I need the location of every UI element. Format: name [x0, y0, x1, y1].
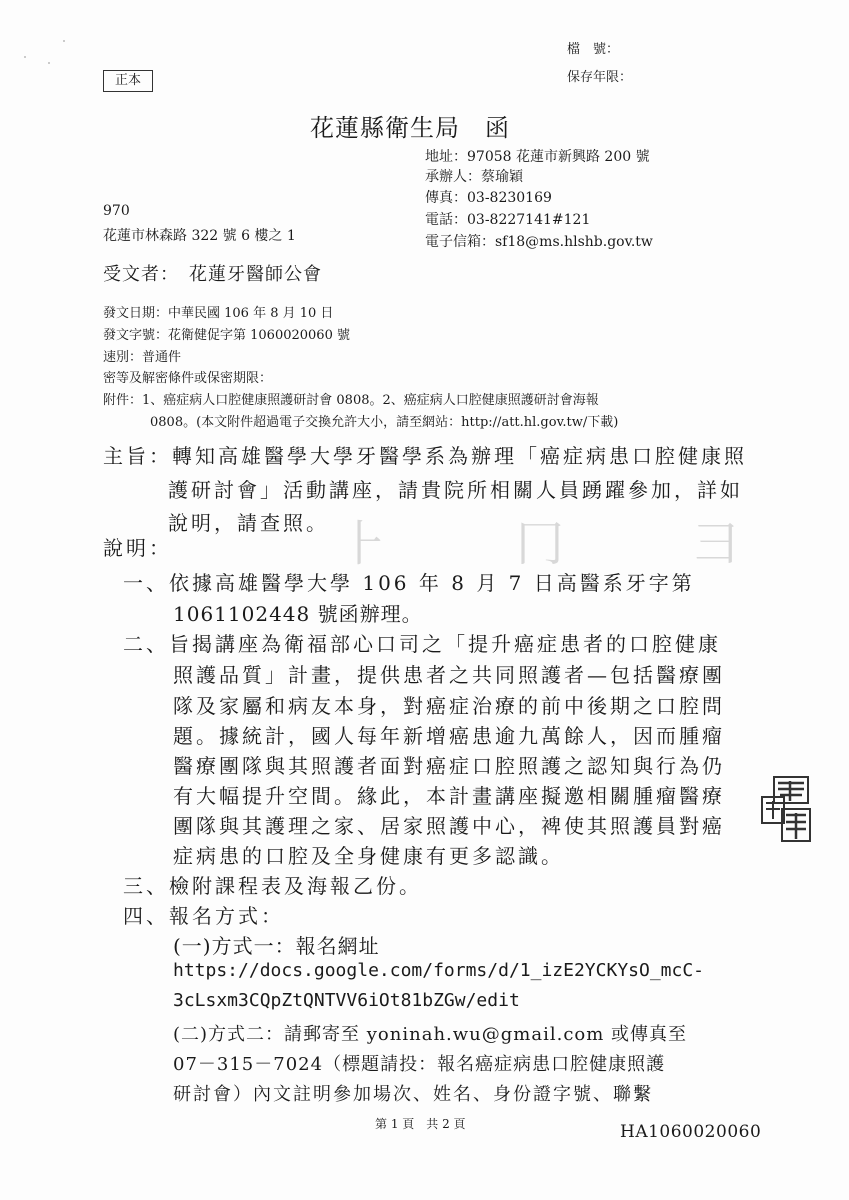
- delivery-speed: 速別：普通件: [103, 350, 182, 365]
- document-title: 花蓮縣衛生局 函: [310, 114, 510, 142]
- seal-stamp-icon: [760, 775, 812, 845]
- scan-speck: [63, 40, 65, 42]
- sender-contact: 承辦人：蔡瑜穎: [425, 169, 523, 185]
- item-2-line-1: 二、旨揭講座為衛福部心口司之「提升癌症患者的口腔健康: [123, 632, 721, 656]
- method-1-label: (一)方式一：報名網址: [173, 934, 380, 958]
- secrecy-level: 密等及解密條件或保密期限：: [103, 371, 273, 386]
- item-1-line-1: 一、依據高雄醫學大學 106 年 8 月 7 日高醫系牙字第: [123, 571, 695, 595]
- scan-speck: [48, 62, 50, 64]
- attachments-line-1: 附件：1、癌症病人口腔健康照護研討會 0808。2、癌症病人口腔健康照護研討會海報: [103, 393, 599, 408]
- attachments-line-2: 0808。(本文附件超過電子交換允許大小，請至網站：http://att.hl.gov.tw/下載): [150, 415, 619, 430]
- bleed-through-stamp: ⺊ ⼌ ⺕: [340, 516, 781, 572]
- item-1-line-2: 1061102448 號函辦理。: [173, 602, 423, 626]
- page-number: 第 1 頁 共 2 頁: [375, 1117, 466, 1131]
- item-3: 三、檢附課程表及海報乙份。: [123, 874, 422, 898]
- item-2-line-8: 症病患的口腔及全身健康有更多認識。: [173, 844, 564, 868]
- item-2-line-7: 團隊與其護理之家、居家照護中心，裨使其照護員對癌: [173, 814, 725, 838]
- scan-speck: [24, 56, 26, 58]
- item-2-line-4: 題。據統計，國人每年新增癌患逾九萬餘人，因而腫瘤: [173, 724, 725, 748]
- sender-email: 電子信箱：sf18@ms.hlshb.gov.tw: [425, 234, 653, 250]
- item-2-line-6: 有大幅提升空間。緣此，本計畫講座擬邀相關腫瘤醫療: [173, 784, 725, 808]
- item-2-line-3: 隊及家屬和病友本身，對癌症治療的前中後期之口腔問: [173, 694, 725, 718]
- document-code: HA1060020060: [620, 1122, 762, 1142]
- method-2-line-2: 07－315－7024（標題請投：報名癌症病患口腔健康照護: [173, 1054, 666, 1075]
- item-2-line-5: 醫療團隊與其照護者面對癌症口腔照護之認知與行為仍: [173, 754, 725, 778]
- sender-address: 地址：97058 花蓮市新興路 200 號: [425, 149, 650, 165]
- retention-period-label: 保存年限：: [567, 70, 633, 85]
- explanation-label: 說明：: [103, 536, 172, 560]
- original-copy-badge: 正本: [103, 70, 153, 92]
- method-1-url-line-2: 3cLsxm3CQpZtQNTVV6iOt81bZGw/edit: [173, 990, 520, 1011]
- issue-date: 發文日期：中華民國 106 年 8 月 10 日: [103, 306, 334, 321]
- method-2-line-3: 研討會）內文註明參加場次、姓名、身份證字號、聯繫: [173, 1084, 653, 1105]
- subject-line-3: 說明，請查照。: [168, 511, 329, 535]
- item-2-line-2: 照護品質」計畫，提供患者之共同照護者—包括醫療團: [173, 663, 725, 687]
- recipient-street: 花蓮市林森路 322 號 6 樓之 1: [103, 228, 296, 244]
- sender-phone: 電話：03-8227141#121: [425, 212, 591, 228]
- file-number-label: 檔 號：: [567, 42, 620, 57]
- sender-fax: 傳真：03-8230169: [425, 190, 552, 206]
- document-number: 發文字號：花衛健促字第 1060020060 號: [103, 328, 350, 343]
- recipient: 受文者： 花蓮牙醫師公會: [103, 264, 322, 285]
- recipient-zip: 970: [103, 203, 130, 219]
- subject-line-2: 護研討會」活動講座，請貴院所相關人員踴躍參加，詳如: [168, 478, 743, 502]
- method-2-line-1: (二)方式二：請郵寄至 yoninah.wu@gmail.com 或傳真至: [173, 1024, 688, 1045]
- method-1-url-line-1: https://docs.google.com/forms/d/1_izE2YCKYsO_mcC-: [173, 960, 705, 981]
- subject-line-1: 主旨：轉知高雄醫學大學牙醫學系為辦理「癌症病患口腔健康照: [103, 444, 747, 468]
- item-4: 四、報名方式：: [123, 904, 284, 928]
